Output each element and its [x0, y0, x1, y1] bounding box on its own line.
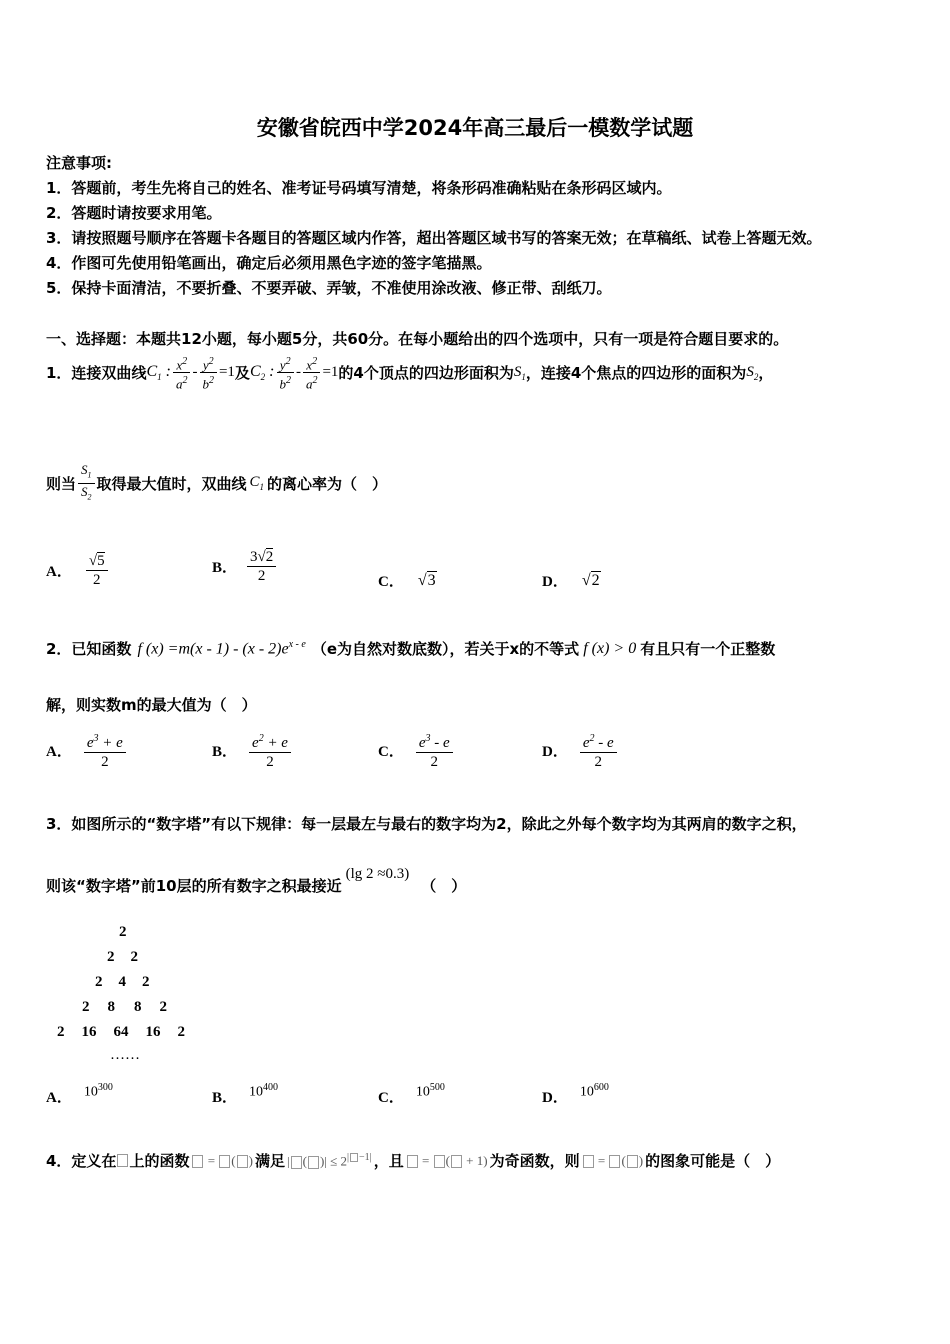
- q1-text: 的离心率为（ ）: [267, 474, 388, 493]
- option-label: B．: [212, 1089, 238, 1106]
- formula-f: f $(x) =m(x - 1) - (x - 2)e^{x - e}$: [137, 638, 306, 658]
- fraction: $\frac{3√2}{2}$: [247, 548, 276, 585]
- option-c[interactable]: [378, 730, 455, 771]
- notice-item: 1．答题前，考生先将自己的姓名、准考证号码填写清楚，将条形码准确粘贴在条形码区域内。: [46, 179, 672, 197]
- power-of-ten: $10^{500}$: [415, 1082, 445, 1100]
- power-of-ten: $10^{600}$: [579, 1082, 609, 1100]
- notice-heading: 注意事项:: [46, 154, 112, 172]
- q2-text: （e为自然对数底数），若关于x的不等式: [311, 640, 580, 658]
- fraction: $\frac{y^2}{b^2}$: [199, 354, 217, 392]
- tower-number: 16: [81, 1024, 97, 1040]
- tower-row-ellipsis: [110, 1047, 140, 1064]
- q1-text: 的4个顶点的四边形面积为: [338, 364, 514, 383]
- option-label: B．: [212, 744, 238, 760]
- q4-text: 的图象可能是（ ）: [645, 1152, 781, 1170]
- option-label: D．: [542, 574, 568, 590]
- formula-c1: $C_1$: [249, 474, 265, 493]
- tower-number: 8: [107, 999, 115, 1015]
- tower-number: 2: [107, 949, 115, 965]
- q1-text: ，: [758, 364, 774, 383]
- q4-text: 满足: [254, 1152, 285, 1170]
- option-label: C．: [378, 1089, 404, 1106]
- tower-number: 64: [113, 1024, 129, 1040]
- question-3-line-2: [46, 866, 466, 896]
- fraction: $\frac{e^2 + e}{2}$: [249, 730, 291, 771]
- option-a[interactable]: [46, 1082, 113, 1107]
- q2-text: 2．已知函数: [46, 640, 132, 658]
- q4-text: ，且: [373, 1152, 404, 1170]
- tower-row-4: [82, 999, 167, 1016]
- q1-text: 1．连接双曲线: [46, 364, 147, 383]
- fraction-s1-s2: $\frac{S_1}{S_2}$: [78, 462, 95, 504]
- tower-number: 2: [130, 949, 138, 965]
- option-label: B．: [212, 560, 238, 576]
- option-label: D．: [542, 744, 568, 760]
- notice-item: 3．请按照题号顺序在答题卡各题目的答题区域内作答，超出答题区域书写的答案无效；在草稿纸、试卷上答题无效。: [46, 229, 822, 247]
- question-1-line-2: [46, 462, 387, 504]
- fraction: $\frac{√5}{2}$: [86, 552, 108, 589]
- tower-row-2: [107, 949, 138, 966]
- option-d[interactable]: [542, 730, 619, 771]
- tower-number: 8: [134, 999, 142, 1015]
- fraction: $\frac{x^2}{a^2}$: [303, 354, 321, 392]
- q4-text: 上的函数: [129, 1152, 190, 1170]
- formula-c1: $C_1$ :: [146, 363, 171, 383]
- option-b[interactable]: [212, 1082, 278, 1107]
- tower-number: 2: [177, 1024, 185, 1040]
- option-label: C．: [378, 574, 404, 590]
- sqrt: √3: [417, 571, 436, 589]
- formula-c2: $C_2$ :: [249, 363, 275, 383]
- tower-row-5: [57, 1024, 185, 1041]
- fraction: $\frac{e^3 - e}{2}$: [416, 730, 453, 771]
- tower-number: 16: [145, 1024, 161, 1040]
- q4-text: 为奇函数，则: [489, 1152, 580, 1170]
- question-2-line-1: [46, 638, 775, 659]
- fraction: $\frac{e^2 - e}{2}$: [580, 730, 617, 771]
- option-d[interactable]: [542, 570, 601, 591]
- formula-lg2: (lg 2 ≈0.3): [345, 866, 410, 882]
- formula-s1: $S_1$: [513, 363, 526, 382]
- option-label: D．: [542, 1089, 568, 1106]
- question-4-line-1: [46, 1150, 780, 1171]
- notice-item: 5．保持卡面清洁，不要折叠、不要弄破、弄皱，不准使用涂改液、修正带、刮纸刀。: [46, 279, 612, 297]
- q1-text: 则当: [46, 474, 77, 493]
- power-of-ten: $10^{300}$: [83, 1082, 113, 1100]
- page-title: 安徽省皖西中学2024年高三最后一模数学试题: [256, 116, 694, 140]
- option-a[interactable]: [46, 552, 110, 589]
- q3-text: 则该“数字塔”前10层的所有数字之积最接近: [46, 877, 342, 895]
- notice-item: 4．作图可先使用铅笔画出，确定后必须用黑色字迹的签字笔描黑。: [46, 254, 492, 272]
- tower-number: 2: [82, 999, 90, 1015]
- q4-text: 4．定义在: [46, 1152, 117, 1170]
- q1-text: 及: [234, 364, 250, 383]
- question-2-line-2: 解，则实数m的最大值为（ ）: [46, 696, 257, 714]
- fraction: $\frac{e^3 + e}{2}$: [84, 730, 126, 771]
- q1-text: ，连接4个焦点的四边形的面积为: [525, 364, 747, 383]
- q1-text: 取得最大值时，双曲线: [96, 474, 247, 493]
- fraction: $\frac{x^2}{a^2}$: [173, 354, 191, 392]
- formula-s2: $S_2$: [746, 363, 759, 382]
- option-label: A．: [46, 744, 72, 760]
- option-label: A．: [46, 1089, 72, 1106]
- sqrt: √2: [581, 571, 600, 589]
- tower-row-1: [119, 924, 127, 941]
- tower-row-3: [95, 974, 150, 991]
- tower-number: 2: [159, 999, 167, 1015]
- tower-ellipsis: ……: [110, 1047, 140, 1063]
- formula-y-eq-f: = ( ): [582, 1153, 644, 1169]
- option-d[interactable]: [542, 1082, 609, 1107]
- q3-text: （ ）: [421, 877, 467, 895]
- tower-number: 2: [142, 974, 150, 990]
- notice-item: 2．答题时请按要求用笔。: [46, 204, 222, 222]
- question-1-line-1: 1．连接双曲线 $C_1$ : $\frac{x^2}{a^2}$ - $\frac{y^2}{b^2}$ =1 及 $C_2$ : $\frac{y^2}{b^2}$ - $\frac{x^2}{a^2}$ =1 的4个顶点的四边形面积为 $S_1$ ，连接4个焦点的四边形的面积为 $S_2$ ，: [46, 356, 774, 392]
- tower-number: 4: [118, 974, 126, 990]
- q2-text: 有且只有一个正整数: [640, 640, 776, 658]
- formula-inequality: f (x) > 0: [583, 639, 637, 657]
- option-label: C．: [378, 744, 404, 760]
- formula-shifted: = ( + 1): [406, 1153, 488, 1169]
- option-b[interactable]: [212, 548, 278, 585]
- question-3-line-1: 3．如图所示的“数字塔”有以下规律：每一层最左与最右的数字均为2，除此之外每个数字均为其两肩的数字之积，: [46, 815, 807, 833]
- fraction: $\frac{y^2}{b^2}$: [276, 354, 294, 392]
- section-heading: 一、选择题：本题共12小题，每小题5分，共60分。在每小题给出的四个选项中，只有一项是符合题目要求的。: [46, 330, 789, 348]
- missing-glyph-icon: [117, 1154, 128, 1167]
- power-of-ten: $10^{400}$: [249, 1082, 279, 1100]
- option-a[interactable]: [46, 730, 128, 771]
- option-b[interactable]: [212, 730, 293, 771]
- formula-y-eq-f: = ( ): [191, 1153, 253, 1169]
- option-label: A．: [46, 564, 72, 580]
- option-c[interactable]: [378, 1082, 445, 1107]
- tower-number: 2: [119, 924, 127, 940]
- tower-number: 2: [95, 974, 103, 990]
- tower-number: 2: [57, 1024, 65, 1040]
- option-c[interactable]: [378, 570, 437, 591]
- formula-abs-bound: | ( )| ≤ $2^{| -1|}$: [287, 1151, 372, 1169]
